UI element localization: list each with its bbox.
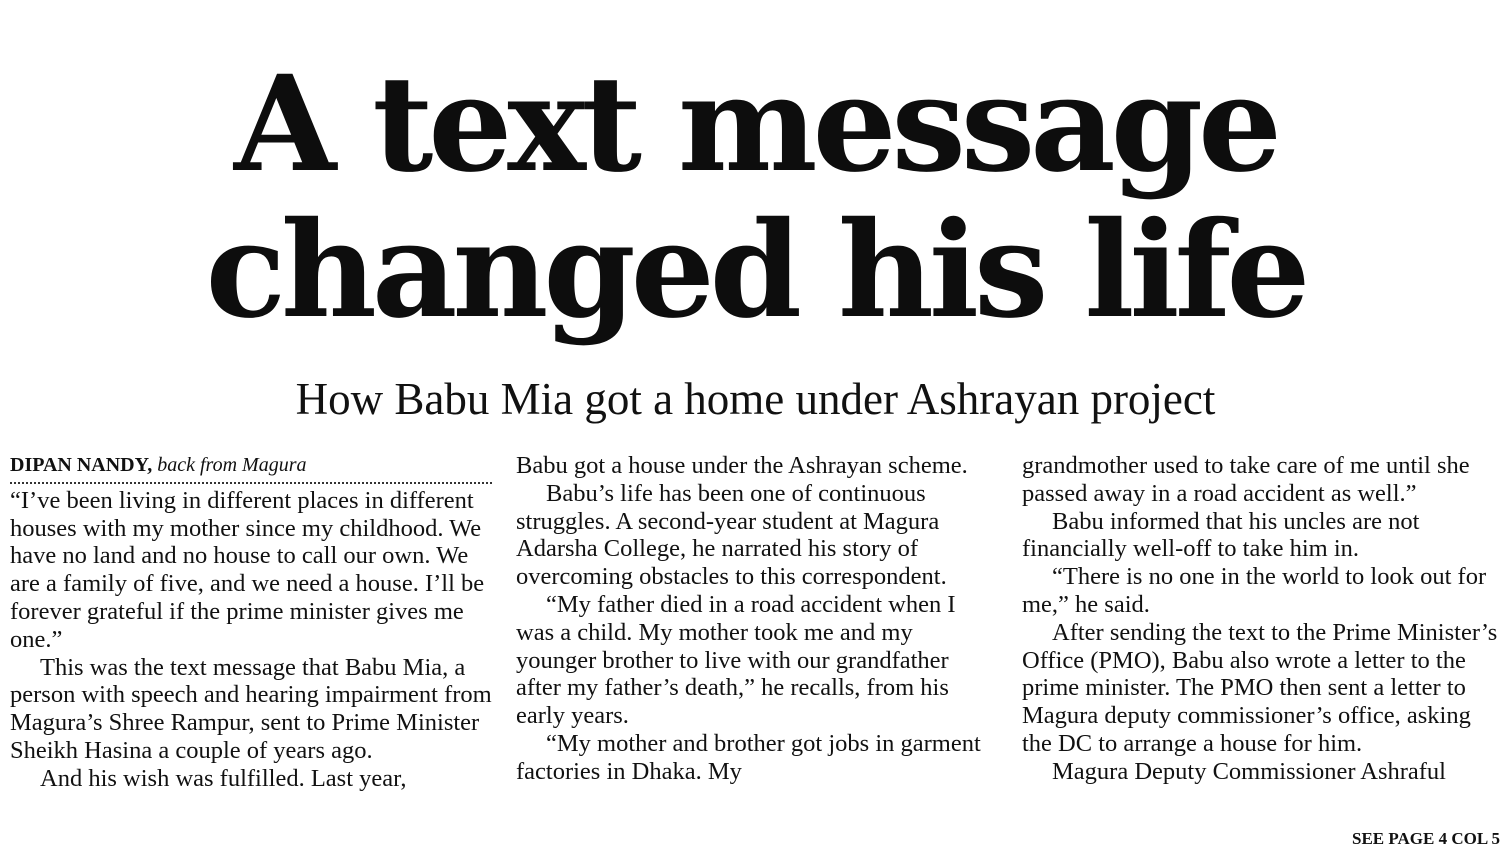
headline-line-1: A text message [233, 47, 1278, 202]
article-column-3 [1022, 452, 1504, 786]
byline [10, 452, 492, 484]
paragraph: And his wish was fulfilled. Last year, [40, 764, 407, 792]
paragraph: After sending the text to the Prime Minister’s Office (PMO), Babu also wrote a letter to the prime minister. The PMO then sent a letter to Magura deputy commissioner’s office, asking the DC to arrange a house for him. [1022, 618, 1498, 757]
paragraph: “My father died in a road accident when I was a child. My mother took me and my younger brother to live with our grandfather after my father’s death,” he recalls, from his early years. [516, 590, 956, 730]
paragraph: “My mother and brother got jobs in garment factories in Dhaka. My [516, 729, 981, 785]
headline [0, 47, 1511, 348]
article-column-2 [516, 452, 998, 786]
paragraph: This was the text message that Babu Mia, a person with speech and hearing impairment from Magura’s Shree Rampur, sent to Prime Minister Sheikh Hasina a couple of years ago. [10, 653, 492, 764]
headline-line-2: changed his life [205, 193, 1306, 348]
paragraph: “There is no one in the world to look out for me,” he said. [1022, 563, 1487, 618]
byline-author: DIPAN NANDY, [10, 454, 153, 476]
byline-location: back from Magura [157, 454, 307, 476]
paragraph: grandmother used to take care of me until she passed away in a road accident as well.” [1022, 452, 1470, 507]
paragraph: Babu’s life has been one of continuous struggles. A second-year student at Magura Adarsha College, he narrated his story of overcoming obstacles to this correspondent. [516, 479, 947, 591]
paragraph: Babu got a house under the Ashrayan scheme. [516, 452, 968, 479]
continuation-jump-line[interactable]: SEE PAGE 4 COL 5 [1352, 829, 1500, 848]
paragraph: Magura Deputy Commissioner Ashraful [1052, 757, 1446, 785]
paragraph: “I’ve been living in different places in different houses with my mother since my childhood. We have no land and no house to call our own. We are a family of five, and we need a house. I’ll be forever grateful if the prime minister gives me one.” [10, 486, 485, 653]
subheadline: How Babu Mia got a home under Ashrayan project [295, 374, 1216, 424]
paragraph: Babu informed that his uncles are not financially well-off to take him in. [1022, 507, 1420, 563]
article-column-1 [10, 452, 492, 793]
